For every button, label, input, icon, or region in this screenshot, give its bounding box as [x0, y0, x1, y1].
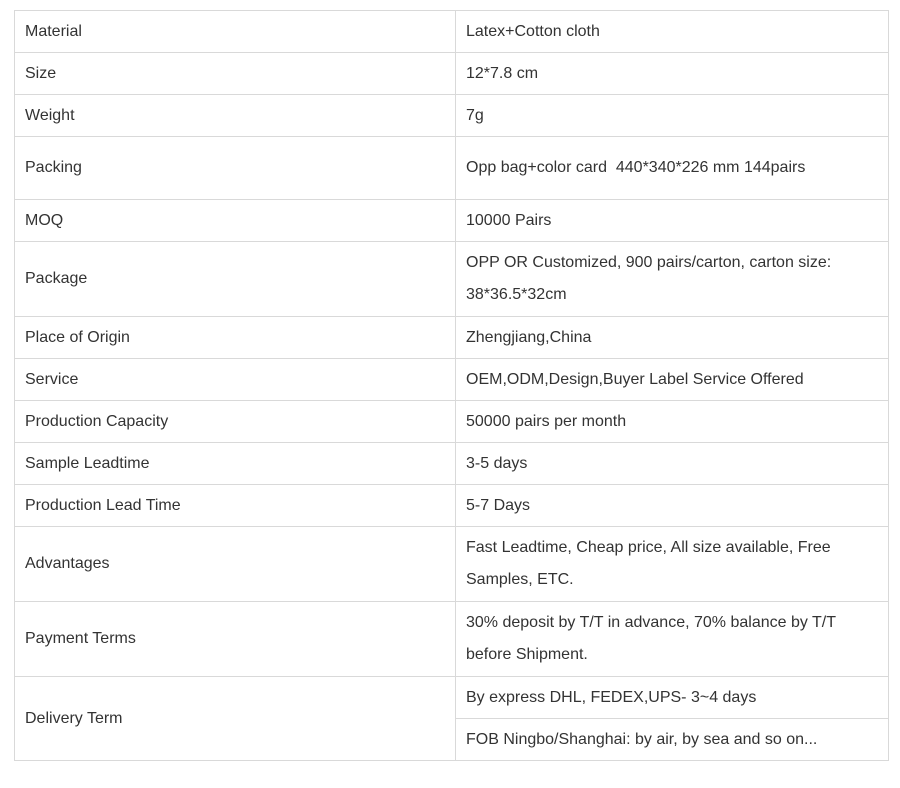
spec-label: Service — [15, 359, 456, 401]
spec-row-payment-terms — [15, 602, 889, 677]
spec-value — [456, 602, 889, 677]
spec-label: Production Lead Time — [15, 485, 456, 527]
spec-row-package — [15, 242, 889, 317]
spec-label: Sample Leadtime — [15, 443, 456, 485]
spec-label: Packing — [15, 137, 456, 200]
spec-value: 50000 pairs per month — [456, 401, 889, 443]
spec-value-text: OPP OR Customized, 900 pairs/carton, carton size: 38*36.5*32cm — [466, 254, 832, 303]
spec-row-moq — [15, 200, 889, 242]
spec-row-material — [15, 11, 889, 53]
spec-value: 3-5 days — [456, 443, 889, 485]
spec-row-production-lead-time — [15, 485, 889, 527]
spec-label: Weight — [15, 95, 456, 137]
spec-value: 10000 Pairs — [456, 200, 889, 242]
spec-row-advantages — [15, 527, 889, 602]
spec-label: Delivery Term — [15, 677, 456, 761]
spec-label: MOQ — [15, 200, 456, 242]
spec-value: Zhengjiang,China — [456, 317, 889, 359]
spec-label: Payment Terms — [15, 602, 456, 677]
spec-row-sample-leadtime — [15, 443, 889, 485]
spec-label: Production Capacity — [15, 401, 456, 443]
spec-label: Advantages — [15, 527, 456, 602]
spec-row-place-of-origin — [15, 317, 889, 359]
spec-row-packing — [15, 137, 889, 200]
spec-row-delivery-term — [15, 677, 889, 719]
spec-value: Opp bag+color card 440*340*226 mm 144pairs — [456, 137, 889, 200]
spec-value: FOB Ningbo/Shanghai: by air, by sea and so on... — [456, 719, 889, 761]
spec-label: Size — [15, 53, 456, 95]
spec-value-text: 30% deposit by T/T in advance, 70% balance by T/T before Shipment. — [466, 614, 836, 663]
spec-value — [456, 527, 889, 602]
spec-value-text: Fast Leadtime, Cheap price, All size available, Free Samples, ETC. — [466, 539, 831, 588]
spec-row-service — [15, 359, 889, 401]
spec-value: By express DHL, FEDEX,UPS- 3~4 days — [456, 677, 889, 719]
spec-value: 12*7.8 cm — [456, 53, 889, 95]
spec-value — [456, 242, 889, 317]
product-spec-table — [14, 10, 889, 761]
spec-value: 7g — [456, 95, 889, 137]
spec-label: Package — [15, 242, 456, 317]
spec-value: Latex+Cotton cloth — [456, 11, 889, 53]
spec-row-weight — [15, 95, 889, 137]
spec-label: Place of Origin — [15, 317, 456, 359]
spec-row-production-capacity — [15, 401, 889, 443]
spec-value: OEM,ODM,Design,Buyer Label Service Offered — [456, 359, 889, 401]
spec-value: 5-7 Days — [456, 485, 889, 527]
spec-row-size — [15, 53, 889, 95]
spec-label: Material — [15, 11, 456, 53]
